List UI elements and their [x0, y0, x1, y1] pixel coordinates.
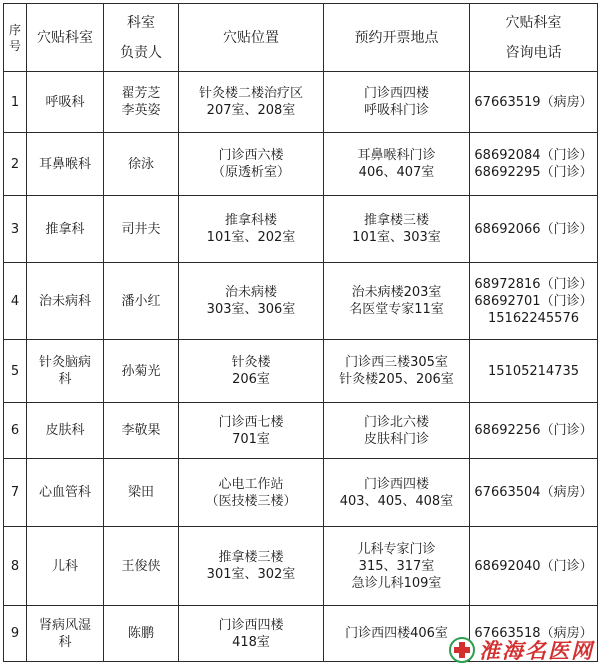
table-row	[4, 459, 598, 527]
watermark-text: 淮海名医网	[479, 638, 594, 663]
cell-index: 6	[4, 403, 27, 459]
cell-location: 治未病楼 303室、306室	[179, 263, 324, 340]
cell-ticket: 推拿楼三楼 101室、303室	[324, 196, 470, 263]
cell-location: 门诊西四楼 418室	[179, 606, 324, 662]
cell-lead: 梁田	[104, 459, 179, 527]
header-index: 序号	[4, 4, 27, 72]
cell-dept: 儿科	[27, 527, 104, 606]
cell-index: 9	[4, 606, 27, 662]
cell-dept: 耳鼻喉科	[27, 133, 104, 196]
cell-ticket: 门诊西四楼 呼吸科门诊	[324, 72, 470, 133]
cell-phone: 68692084（门诊） 68692295（门诊）	[470, 133, 598, 196]
cell-dept: 肾病风湿 科	[27, 606, 104, 662]
cell-phone: 67663519（病房）	[470, 72, 598, 133]
cell-location: 针灸楼 206室	[179, 340, 324, 403]
header-phone: 穴贴科室 咨询电话	[470, 4, 598, 72]
cell-index: 8	[4, 527, 27, 606]
table-row	[4, 133, 598, 196]
cell-ticket: 门诊西四楼 403、405、408室	[324, 459, 470, 527]
cell-phone: 15105214735	[470, 340, 598, 403]
cell-ticket: 门诊北六楼 皮肤科门诊	[324, 403, 470, 459]
cell-lead: 潘小红	[104, 263, 179, 340]
cell-index: 1	[4, 72, 27, 133]
header-row	[4, 4, 598, 72]
header-location: 穴贴位置	[179, 4, 324, 72]
cell-location: 心电工作站 （医技楼三楼）	[179, 459, 324, 527]
cell-dept: 呼吸科	[27, 72, 104, 133]
table-row	[4, 606, 598, 662]
cell-lead: 王俊侠	[104, 527, 179, 606]
cell-phone: 67663504（病房）	[470, 459, 598, 527]
cell-ticket: 门诊西四楼406室	[324, 606, 470, 662]
table-row	[4, 72, 598, 133]
cell-lead: 翟芳芝 李英姿	[104, 72, 179, 133]
table-row	[4, 340, 598, 403]
cell-index: 7	[4, 459, 27, 527]
header-dept: 穴贴科室	[27, 4, 104, 72]
cell-ticket: 耳鼻喉科门诊 406、407室	[324, 133, 470, 196]
cell-location: 门诊西七楼 701室	[179, 403, 324, 459]
cell-index: 4	[4, 263, 27, 340]
cell-phone: 68972816（门诊） 68692701（门诊） 15162245576	[470, 263, 598, 340]
cell-lead: 徐泳	[104, 133, 179, 196]
cell-phone: 68692040（门诊）	[470, 527, 598, 606]
cell-lead: 司井夫	[104, 196, 179, 263]
cell-index: 3	[4, 196, 27, 263]
header-lead: 科室 负责人	[104, 4, 179, 72]
consultation-table	[3, 3, 598, 662]
cell-phone: 67663518（病房）	[470, 606, 598, 662]
cell-lead: 李敬果	[104, 403, 179, 459]
cell-ticket: 儿科专家门诊 315、317室 急诊儿科109室	[324, 527, 470, 606]
cell-dept: 心血管科	[27, 459, 104, 527]
cell-location: 推拿楼三楼 301室、302室	[179, 527, 324, 606]
cell-ticket: 门诊西三楼305室 针灸楼205、206室	[324, 340, 470, 403]
cell-dept: 皮肤科	[27, 403, 104, 459]
cell-location: 推拿科楼 101室、202室	[179, 196, 324, 263]
header-ticket: 预约开票地点	[324, 4, 470, 72]
table-body	[4, 72, 598, 662]
table-row	[4, 263, 598, 340]
cell-phone: 68692256（门诊）	[470, 403, 598, 459]
cell-index: 5	[4, 340, 27, 403]
cell-index: 2	[4, 133, 27, 196]
cell-lead: 陈鹏	[104, 606, 179, 662]
table-row	[4, 527, 598, 606]
table-row	[4, 403, 598, 459]
cell-dept: 针灸脑病 科	[27, 340, 104, 403]
cell-location: 针灸楼二楼治疗区 207室、208室	[179, 72, 324, 133]
cell-location: 门诊西六楼 （原透析室）	[179, 133, 324, 196]
table-row	[4, 196, 598, 263]
cell-dept: 推拿科	[27, 196, 104, 263]
cell-ticket: 治未病楼203室 名医堂专家11室	[324, 263, 470, 340]
cell-lead: 孙菊光	[104, 340, 179, 403]
cell-phone: 68692066（门诊）	[470, 196, 598, 263]
cell-dept: 治未病科	[27, 263, 104, 340]
